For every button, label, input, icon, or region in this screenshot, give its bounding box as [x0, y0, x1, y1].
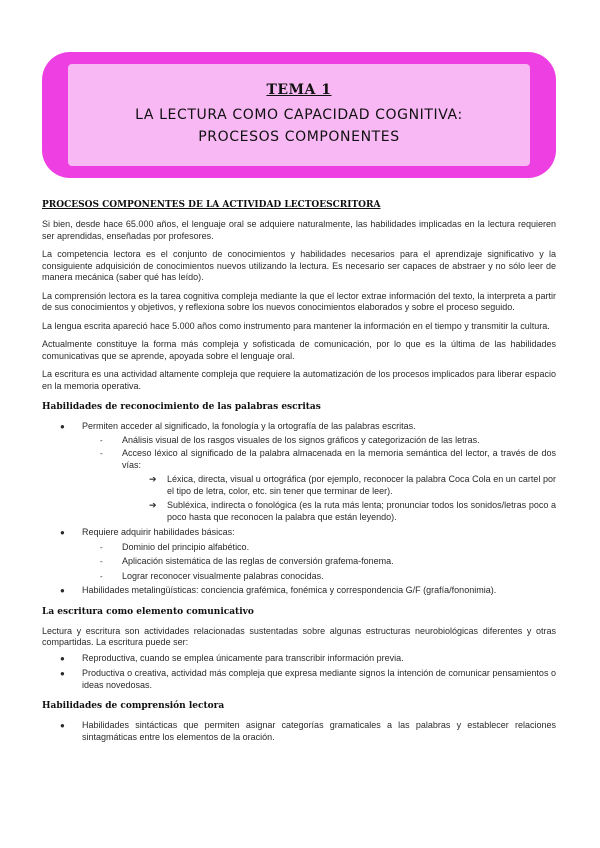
title-line-2: PROCESOS COMPONENTES: [198, 129, 400, 145]
list-item: [60, 668, 556, 691]
section-heading-escritura: La escritura como elemento comunicativo: [42, 606, 254, 617]
section-heading-reconocimiento: Habilidades de reconocimiento de las palabras escritas: [42, 402, 321, 412]
dash-icon: -: [100, 557, 103, 566]
document-content: [42, 200, 556, 743]
bullet-icon: ●: [60, 422, 65, 431]
list-item-text: Habilidades metalingüísticas: conciencia grafémica, fonémica y correspondencia G/F (grafía/fononimia).: [82, 585, 497, 595]
section-heading-procesos: PROCESOS COMPONENTES DE LA ACTIVIDAD LECTOESCRITORA: [42, 200, 381, 210]
list-item: [60, 527, 556, 539]
bullet-icon: ●: [60, 528, 65, 537]
list-item-text: Reproductiva, cuando se emplea únicamente para transcribir información previa.: [82, 652, 404, 663]
list-item-text: Dominio del principio alfabético.: [122, 541, 250, 552]
list-item: [60, 652, 556, 665]
tema-label: TEMA 1: [266, 82, 332, 98]
dash-icon: -: [100, 571, 103, 581]
paragraph: La comprensión lectora es la tarea cognitiva compleja mediante la que el lector extrae información del texto, la interpreta a partir de sus conocimientos y objetivos, y reflexiona sobre los nuevos conocimientos elaborados y sobre el proceso seguido.: [42, 290, 556, 312]
bullet-icon: ●: [60, 653, 65, 663]
list-item-text: Requiere adquirir habilidades básicas:: [82, 527, 235, 537]
bullet-icon: ●: [60, 721, 65, 730]
title-banner: [42, 52, 556, 178]
list-item: [149, 500, 556, 523]
list-item-text: Productiva o creativa, actividad más compleja que expresa mediante signos la intención de comunicar pensamientos o ideas novedosas.: [82, 668, 556, 690]
list-item: [149, 474, 556, 497]
list-item: [60, 720, 556, 743]
list-item-text: Subléxica, indirecta o fonológica (es la ruta más lenta; pronunciar todos los sonidos/letras poco a poco hasta que reconocen la palabra que están leyendo).: [167, 500, 556, 522]
dash-icon: -: [100, 542, 103, 552]
bullet-icon: ●: [60, 669, 65, 678]
title-banner-inner: [68, 64, 530, 166]
list-item-text: Acceso léxico al significado de la palabra almacenada en la memoria semántica del lector, a través de dos vías:: [122, 448, 556, 470]
dash-icon: -: [100, 449, 103, 458]
list-item: [60, 585, 556, 597]
list-item: [100, 434, 556, 447]
list-item-text: Léxica, directa, visual u ortográfica (por ejemplo, reconocer la palabra Coca Cola en un cartel por el tipo de letra, color, etc. sin tener que terminar de leer).: [167, 474, 556, 496]
bullet-icon: ●: [60, 586, 65, 595]
list-item: [60, 421, 556, 433]
arrow-icon: ➔: [149, 500, 157, 510]
arrow-icon: ➔: [149, 474, 157, 484]
list-item-text: Habilidades sintácticas que permiten asignar categorías gramaticales a las palabras y establecer relaciones sintagmáticas entre los elementos de la oración.: [82, 720, 556, 742]
paragraph: La escritura es una actividad altamente compleja que requiere la automatización de los procesos implicados para liberar espacio en la memoria operativa.: [42, 369, 556, 391]
list-item: [100, 556, 556, 568]
section-heading-comprension: Habilidades de comprensión lectora: [42, 701, 225, 711]
paragraph: La lengua escrita apareció hace 5.000 años como instrumento para mantener la información en el tiempo y transmitir la cultura.: [42, 320, 550, 331]
paragraph: Lectura y escritura son actividades relacionadas sustentadas sobre algunas estructuras neurobiológicas diferentes y otras compartidas. La escritura puede ser:: [42, 625, 556, 647]
dash-icon: -: [100, 435, 103, 445]
list-item-text: Aplicación sistemática de las reglas de conversión grafema-fonema.: [122, 556, 394, 566]
paragraph: La competencia lectora es el conjunto de conocimientos y habilidades necesarios para el aprendizaje significativo y la consiguiente adquisición de conocimientos nuevos utilizando la lectura. Es necesario ser capaces de abstraer y no sólo leer de manera mecánica (saber qué has leído).: [42, 249, 556, 282]
paragraph: Si bien, desde hace 65.000 años, el lenguaje oral se adquiere naturalmente, las habilidades implicadas en la lectura requieren ser aprendidas, enseñadas por profesores.: [42, 219, 556, 241]
list-item-text: Permiten acceder al significado, la fonología y la ortografía de las palabras escritas.: [82, 421, 416, 431]
title-line-1: LA LECTURA COMO CAPACIDAD COGNITIVA:: [135, 107, 463, 123]
list-item-text: Lograr reconocer visualmente palabras conocidas.: [122, 570, 324, 581]
list-item: [100, 570, 556, 583]
paragraph: Actualmente constituye la forma más compleja y sofisticada de comunicación, por lo que es la última de las habilidades comunicativas que se aprende, apoyada sobre el lenguaje oral.: [42, 339, 556, 361]
list-item-text: Análisis visual de los rasgos visuales de los signos gráficos y categorización de las letras.: [122, 434, 480, 445]
list-item: [100, 541, 556, 554]
list-item: [100, 448, 556, 471]
